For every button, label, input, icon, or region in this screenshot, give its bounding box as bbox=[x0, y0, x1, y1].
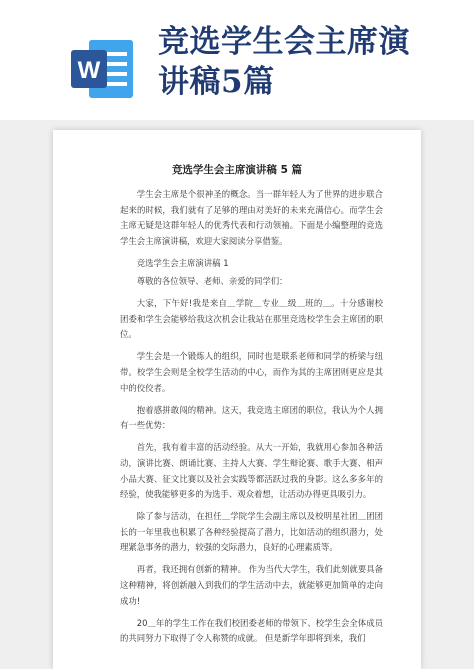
document-page bbox=[53, 130, 421, 669]
paragraph: 20＿年的学生工作在我们校团委老师的带领下、校学生会全体成员的共同努力下取得了令人称赞的成就。 但是新学年即将到来，我们 bbox=[120, 617, 383, 644]
paragraph-intro: 学生会主席是个很神圣的概念。当一群年轻人为了世界的进步联合起来的时候，我们就有了足够的理由对美好的未来充满信心。而学生会主席无疑是这群年轻人的优秀代表和行动领袖。下面是小编整理的竞选学生会主席演讲稿，欢迎大家阅读分享借鉴。 bbox=[120, 189, 383, 246]
paragraph: 学生会是一个锻炼人的组织，同时也是联系老师和同学的桥梁与纽带。校学生会则是全校学生活动的中心，而作为其的主席团则更应是其中的佼佼者。 bbox=[120, 351, 383, 393]
paragraph: 大家，下午好!我是来自＿学院＿专业＿级＿班的＿。十分感谢校团委和学生会能够给我这次机会让我站在那里竞选校学生会主席团的职位。 bbox=[120, 298, 383, 340]
word-document-icon bbox=[67, 34, 137, 104]
cover-title-line-1: 竞选学生会主席演 bbox=[158, 24, 410, 60]
document-body bbox=[120, 187, 383, 653]
paragraph: 再者，我还拥有创新的精神。 作为当代大学生，我们此刻就要具备这种精神，将创新融入到我们的学生活动中去，就能够更加简单的走向成功! bbox=[120, 564, 383, 606]
cover-title bbox=[158, 22, 458, 102]
paragraph: 抱着感拼敢闯的精神。这天，我竞选主席团的职位，我认为个人拥有一些优势： bbox=[120, 404, 383, 431]
cover-header bbox=[0, 0, 474, 120]
paragraph: 除了参与活动，在担任＿学院学生会副主席以及校明星社团＿团团长的一年里我也积累了各种经验提高了潜力，比如活动的组织潜力，处理紧急事务的潜力，较强的交际潜力，良好的心理素质等。 bbox=[120, 511, 383, 553]
paragraph-salutation: 尊敬的各位领导、老师、亲爱的同学们： bbox=[136, 275, 288, 286]
word-logo-letter: W bbox=[77, 57, 101, 84]
document-title: 竞选学生会主席演讲稿 5 篇 bbox=[171, 164, 303, 176]
cover-title-line-2: 讲稿5篇 bbox=[158, 64, 275, 100]
paragraph-speech-heading: 竞选学生会主席演讲稿 1 bbox=[136, 257, 229, 268]
paragraph: 首先，我有着丰富的活动经验。从大一开始，我就用心参加各种活动，演讲比赛、朗诵比赛、主持人大赛、学生辩论赛、歌手大赛、相声小品大赛、征文比赛以及社会实践等都活跃过我的身影。这么多多年的经验，使我能够更多的为选手、观众着想，让活动办得更具吸引力。 bbox=[120, 442, 383, 500]
